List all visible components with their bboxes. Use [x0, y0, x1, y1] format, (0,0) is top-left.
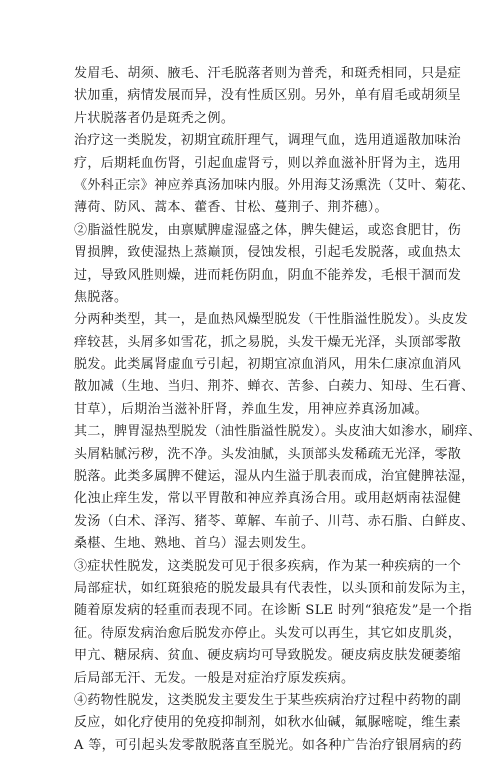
text-line: 甲亢、糖尿病、贫血、硬皮病均可导致脱发。硬皮病皮肤发硬萎缩	[74, 648, 462, 664]
text-line: 痒较甚，头屑多如雪花，抓之易脱，头发干燥无光泽，头顶部零散	[74, 334, 462, 350]
text-line: 甘草），后期治当滋补肝肾，养血生发，用神应养真汤加减。	[74, 401, 428, 417]
document-body	[74, 63, 482, 757]
text-line: 疗，后期耗血伤肾，引起血虚肾亏，则以养血滋补肝肾为主，选用	[74, 155, 462, 171]
text-line: A 等，可引起头发零散脱落直至脱光。如各种广告治疗银屑病的药	[74, 737, 463, 753]
text-line: 发汤（白术、泽泻、猪苓、萆解、车前子、川芎、赤石脂、白鲜皮、	[74, 513, 475, 529]
text-line: ③症状性脱发，这类脱发可见于很多疾病，作为某一种疾病的一个	[74, 558, 462, 574]
text-line: ②脂溢性脱发，由禀赋脾虚湿盛之体，脾失健运，或恣食肥甘，伤	[74, 222, 462, 238]
text-line: 过，导致风胜则燥，进而耗伤阴血，阴血不能养发，毛根干涸而发	[74, 267, 462, 283]
text-line: 局部症状，如红斑狼疮的脱发最具有代表性，以头顶和前发际为主，	[74, 580, 475, 596]
text-line: 片状脱落者仍是斑秃之例。	[74, 110, 235, 126]
text-line: 焦脱落。	[74, 289, 128, 305]
text-line: ④药物性脱发，这类脱发主要发生于某些疾病治疗过程中药物的副	[74, 692, 462, 708]
text-line: 化浊止痒生发，常以平胃散和神应养真汤合用。或用赵炳南祛湿健	[74, 491, 462, 507]
text-line: 随着原发病的轻重而表现不同。在诊断 SLE 时列“狼疮发”是一个指	[74, 603, 473, 619]
text-line: 分两种类型，其一，是血热风燥型脱发（干性脂溢性脱发）。头皮发	[74, 312, 469, 328]
text-line: 薄荷、防风、蒿本、藿香、甘松、蔓荆子、荆芥穗）。	[74, 200, 388, 216]
text-line: 散加减（生地、当归、荆芥、蝉衣、苦参、白蒺力、知母、生石膏、	[74, 379, 475, 395]
text-line: 《外科正宗》神应养真汤加味内服。外用海艾汤熏洗（艾叶、菊花、	[74, 177, 475, 193]
text-line: 胃损脾，致使湿热上蒸巅顶，侵蚀发根，引起毛发脱落，或血热太	[74, 245, 462, 261]
text-line: 反应，如化疗使用的免疫抑制剂，如秋水仙碱，氟脲嘧啶，维生素	[74, 715, 462, 731]
text-line: 脱发。此类属肾虚血亏引起，初期宜凉血消风，用朱仁康凉血消风	[74, 357, 462, 373]
text-line: 治疗这一类脱发，初期宜疏肝理气，调理气血，选用逍遥散加味治	[74, 133, 462, 149]
text-line: 桑椹、生地、熟地、首乌）湿去则发生。	[74, 536, 315, 552]
text-line: 发眉毛、胡须、腋毛、汗毛脱落者则为普秃，和斑秃相同，只是症	[74, 66, 462, 81]
text-line: 状加重，病情发展而异，没有性质区别。另外，单有眉毛或胡须呈	[74, 88, 462, 104]
text-line: 其二，脾胃湿热型脱发（油性脂溢性脱发）。头皮油大如渗水，刷痒、	[74, 424, 482, 440]
text-line: 后局部无汗、无发。一般是对症治疗原发疾病。	[74, 670, 355, 686]
text-line: 脱落。此类多属脾不健运，湿从内生溢于肌表而成，治宜健脾祛湿，	[74, 469, 475, 485]
text-line: 征。待原发病治愈后脱发亦停止。头发可以再生，其它如皮肌炎，	[74, 625, 462, 641]
text-line: 头屑粘腻污秽，洗不净。头发油腻，头顶部头发稀疏无光泽，零散	[74, 446, 462, 462]
